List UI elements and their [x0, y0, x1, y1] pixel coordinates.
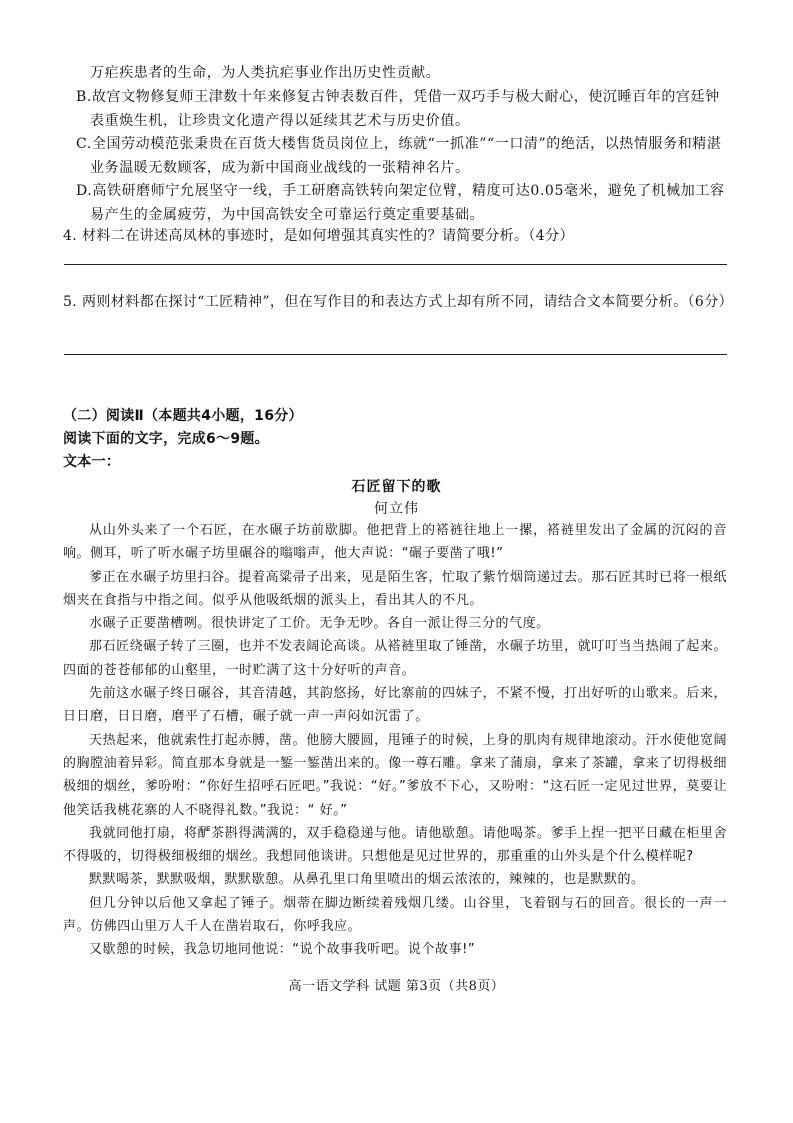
story-paragraph: 爹正在水碾子坊里扫谷。提着高粱帚子出来，见是陌生客，忙取了紫竹烟筒递过去。那石匠其时已将一根纸烟夹在食指与中指之间。似乎从他吸纸烟的派头上，看出其人的不凡。	[63, 569, 727, 608]
story-paragraph: 我就同他打扇，将酽茶斟得满满的，双手稳稳递与他。请他歇憩。请他喝茶。爹手上捏一把平日藏在柜里舍不得吸的，切得极细极细的烟丝。我想同他谈讲。只想他是见过世界的，那重重的山外头是个什么模样呢?	[63, 825, 727, 865]
option-c-text: C.全国劳动模范张秉贵在百货大楼售货员岗位上，练就“一抓准”“一口清”的绝活，以热情服务和精湛业务温暖无数顾客，成为新中国商业战线的一张精神名片。	[76, 136, 722, 176]
option-b-text: B.故宫文物修复师王津数十年来修复古钟表数百件，凭借一双巧手与极大耐心，使沉睡百年的宫廷钟表重焕生机，让珍贵文化遗产得以延续其艺术与历史价值。	[76, 89, 720, 129]
story-author: 何立伟	[374, 501, 419, 517]
option-c	[76, 133, 732, 180]
option-b	[76, 86, 732, 133]
story-paragraph: 那石匠绕碾子转了三圈，也并不发表阔论高谈。从褡裢里取了锤凿，水碾子坊里，就叮叮当当热闹了起来。四面的苍苍郁郁的山壑里，一时贮满了这十分好听的声音。	[63, 639, 727, 678]
option-d	[76, 180, 732, 227]
option-d-text: D.高铁研磨师宁允展坚守一线，手工研磨高铁转向架定位臂，精度可达0.05毫米，避免了机械加工容易产生的金属疲劳，为中国高铁安全可靠运行奠定重要基础。	[76, 183, 725, 223]
story-paragraph: 从山外头来了一个石匠，在水碾子坊前歇脚。他把背上的褡裢往地上一摞，褡裢里发出了金属的沉闷的音响。侧耳，听了听水碾子坊里碾谷的嗡嗡声，他大声说：“碾子要凿了哦!”	[63, 523, 727, 562]
question-5: 5. 两则材料都在探讨“工匠精神”，但在写作目的和表达方式上却有所不同，请结合文本简要分析。（6分）	[63, 294, 734, 310]
story-paragraph: 但几分钟以后他又拿起了锤子。烟蒂在脚边断续着残烟几缕。山谷里，飞着钢与石的回音。很长的一声一声。仿佛四山里万人千人在凿岩取石，你呼我应。	[63, 895, 727, 935]
section-heading: （二）阅读Ⅱ（本题共4小题，16分）	[63, 408, 303, 424]
question-4: 4. 材料二在讲述高凤林的事迹时，是如何增强其真实性的？请简要分析。（4分）	[63, 228, 574, 244]
story-body	[63, 519, 727, 962]
story-paragraph: 天热起来，他就索性打起赤膊，凿。他膀大腰圆，甩锤子的时候，上身的肌肉有规律地滚动。汗水使他宽阔的胸膛油着异彩。简直那本身就是一錾一錾凿出来的。像一尊石雕。拿来了蒲扇，拿来了茶罐，拿来了切得极细极细的烟丝，爹吩咐：“你好生招呼石匠吧。”我说：“好。”爹放不下心，又吩咐：“这石匠一定见过世界，莫要让他笑话我桃花寨的人不晓得礼数。”我说：“ 好。”	[63, 732, 727, 818]
option-a-continuation	[76, 62, 732, 86]
story-paragraph: 默默喝茶，默默吸烟，默默歇憩。从鼻孔里口角里喷出的烟云浓浓的，辣辣的，也是默默的。	[89, 872, 645, 888]
story-title: 石匠留下的歌	[351, 479, 442, 495]
section-instruction: 阅读下面的文字，完成6～9题。	[63, 431, 269, 447]
option-a-text: 万疟疾患者的生命，为人类抗疟事业作出历史性贡献。	[90, 65, 441, 81]
story-paragraph: 先前这水碾子终日碾谷，其音清越，其韵悠扬，好比寨前的四妹子，不紧不慢，打出好听的山歌来。后来，日日磨，日日磨，磨平了石槽，碾子就一声一声闷如沉雷了。	[63, 686, 727, 725]
page-footer: 高一语文学科 试题 第3页（共8页）	[288, 979, 505, 994]
answer-line-q4[interactable]	[64, 264, 727, 265]
answer-line-q5[interactable]	[64, 354, 727, 355]
text-label: 文本一：	[63, 454, 121, 470]
story-paragraph: 又歇憩的时候，我急切地同他说：“说个故事我听吧。说个故事!”	[89, 942, 476, 958]
story-paragraph: 水碾子正要凿槽咧。很快讲定了工价。无争无吵。各自一派让得三分的气度。	[89, 616, 550, 632]
